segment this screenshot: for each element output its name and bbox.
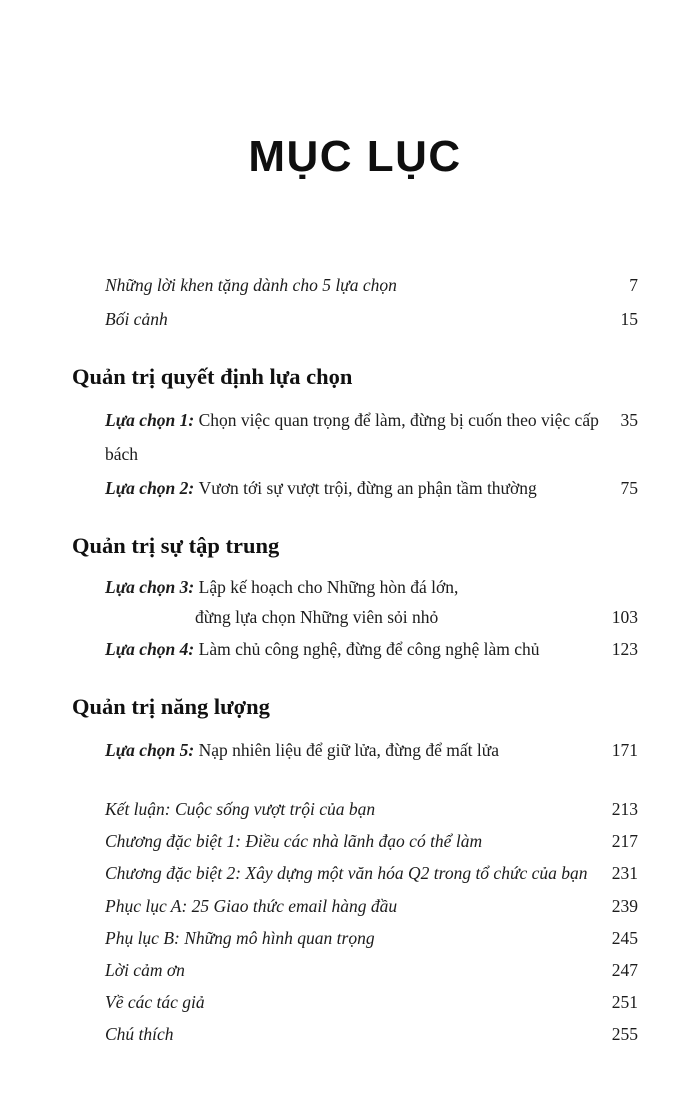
toc-entry — [105, 1018, 638, 1050]
section-items — [105, 403, 638, 505]
item-text: Vươn tới sự vượt trội, đừng an phận tầm thường — [198, 478, 537, 498]
item-prefix: Lựa chọn 1: — [105, 410, 199, 430]
item-prefix: Lựa chọn 3: — [105, 577, 199, 597]
entry-page-number: 245 — [611, 927, 638, 948]
item-page-number: 171 — [611, 740, 638, 760]
item-prefix: Lựa chọn 4: — [105, 639, 199, 659]
toc-entry — [105, 890, 638, 922]
toc-item — [105, 403, 638, 471]
item-label — [105, 572, 472, 632]
item-label — [105, 471, 551, 505]
entry-page-number: 7 — [629, 275, 638, 295]
toc-section — [72, 364, 638, 505]
item-prefix: Lựa chọn 2: — [105, 478, 199, 498]
item-text: Chọn việc quan trọng để làm, đừng bị cuốn theo việc cấp bách — [105, 410, 599, 464]
item-label — [105, 632, 554, 666]
entry-label: Phụ lục B: Những mô hình quan trọng — [105, 927, 375, 948]
section-items — [105, 733, 638, 767]
item-page-number: 123 — [611, 639, 638, 659]
section-items — [105, 572, 638, 666]
section-heading: Quản trị năng lượng — [72, 694, 270, 719]
entry-label: Kết luận: Cuộc sống vượt trội của bạn — [105, 799, 376, 819]
item-prefix: Lựa chọn 5: — [105, 740, 199, 760]
entry-page-number: 251 — [611, 992, 638, 1013]
item-page-number: 75 — [620, 478, 638, 498]
entry-page-number: 247 — [611, 960, 638, 981]
entry-label: Về các tác giả — [105, 992, 205, 1013]
entry-label: Lời cảm ơn — [105, 960, 185, 981]
entry-label: Bối cảnh — [105, 309, 168, 329]
entry-page-number: 213 — [611, 799, 638, 819]
item-text-line2: đừng lựa chọn Những viên sỏi nhỏ — [195, 607, 439, 627]
toc-entry — [105, 268, 638, 302]
entry-label: Chương đặc biệt 2: Xây dựng một văn hóa Q2 trong tổ chức của bạn — [105, 863, 588, 884]
toc-entry — [105, 922, 638, 954]
toc-entry — [105, 857, 638, 889]
section-heading: Quản trị sự tập trung — [72, 533, 280, 558]
toc-entry — [105, 793, 638, 825]
entry-label: Phục lục A: 25 Giao thức email hàng đầu — [105, 895, 398, 916]
entry-page-number: 217 — [611, 831, 638, 852]
entry-label: Chương đặc biệt 1: Điều các nhà lãnh đạo có thể làm — [105, 831, 483, 852]
toc-section — [72, 533, 638, 666]
toc-item — [105, 471, 638, 505]
toc-item — [105, 572, 638, 632]
toc-item — [105, 733, 638, 767]
item-text: Nạp nhiên liệu để giữ lửa, đừng để mất lửa — [198, 740, 499, 760]
entry-page-number: 239 — [611, 895, 638, 916]
front-matter-list — [105, 268, 638, 336]
toc-entry — [105, 825, 638, 857]
item-text: Lập kế hoạch cho Những hòn đá lớn, — [198, 577, 459, 597]
back-matter-list — [105, 793, 638, 1051]
item-label — [105, 733, 513, 767]
item-text: Làm chủ công nghệ, đừng để công nghệ làm chủ — [198, 639, 540, 659]
toc-entry — [105, 302, 638, 336]
toc-item — [105, 632, 638, 666]
entry-label: Những lời khen tặng dành cho 5 lựa chọn — [105, 275, 397, 295]
toc-entry — [105, 986, 638, 1018]
toc-entry — [105, 954, 638, 986]
page-title: MỤC LỤC — [248, 132, 462, 181]
entry-page-number: 255 — [611, 1024, 638, 1045]
item-page-number: 103 — [611, 607, 638, 627]
entry-page-number: 231 — [611, 863, 638, 884]
entry-page-number: 15 — [620, 309, 638, 329]
item-label — [105, 403, 621, 471]
toc-section — [72, 694, 638, 767]
section-heading: Quản trị quyết định lựa chọn — [72, 364, 353, 389]
entry-label: Chú thích — [105, 1024, 174, 1045]
item-page-number: 35 — [620, 410, 638, 430]
